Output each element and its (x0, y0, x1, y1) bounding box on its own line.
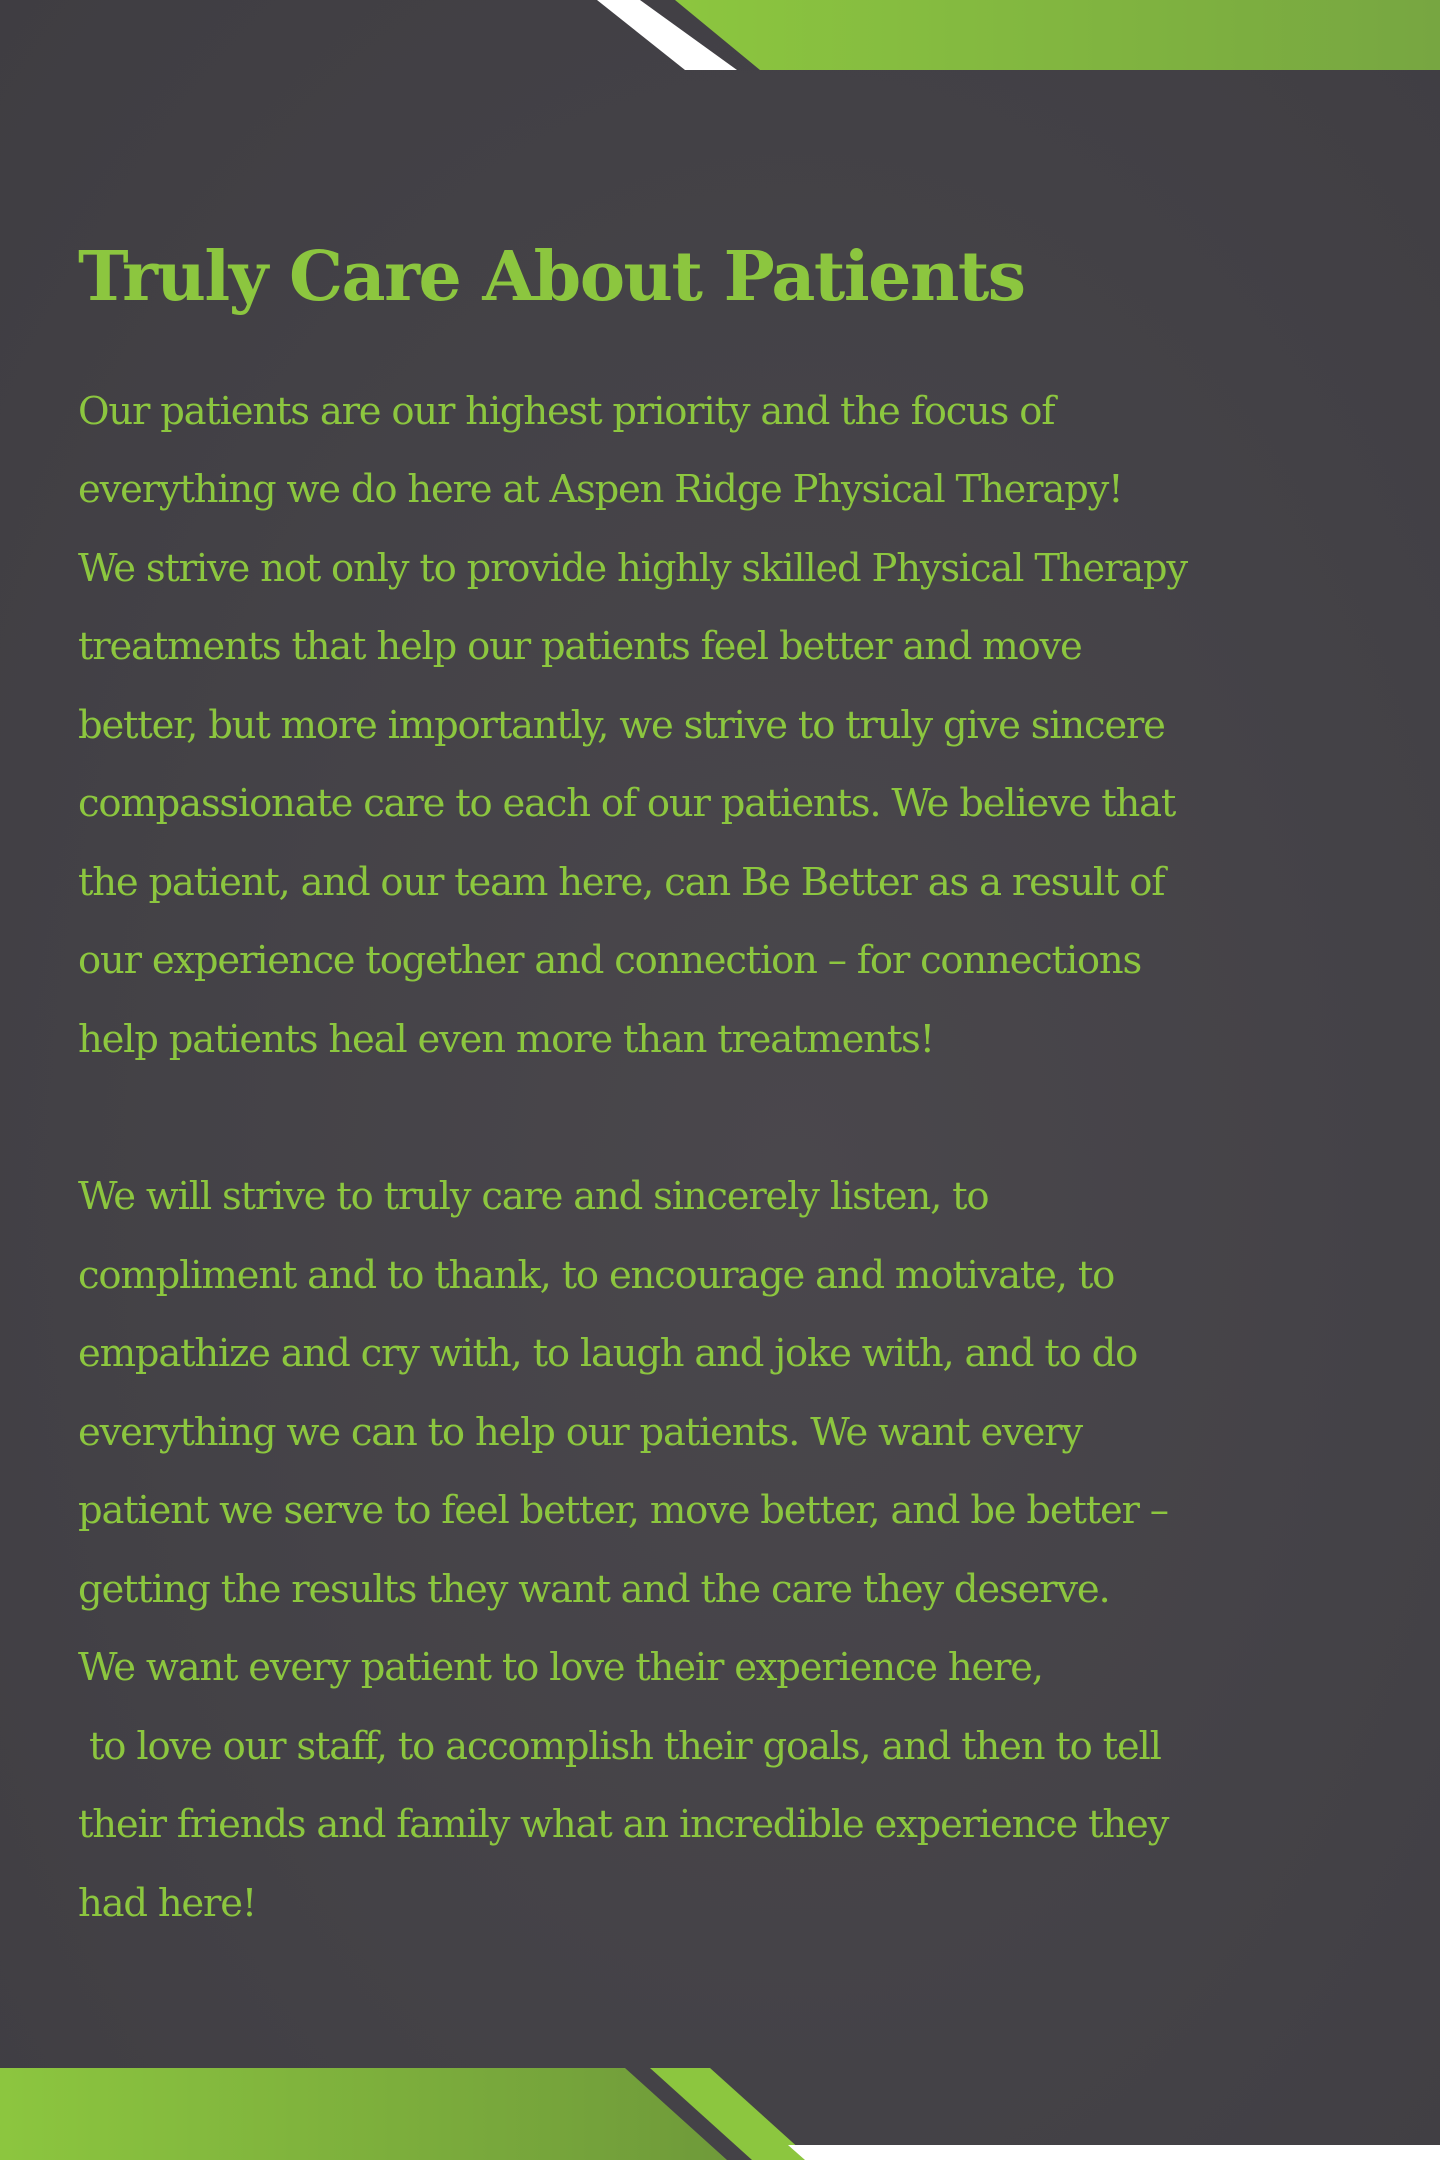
paragraph-line: their friends and family what an incredible experience they (78, 1802, 1169, 1848)
paragraph-line: everything we do here at Aspen Ridge Physical Therapy! (78, 467, 1123, 513)
paragraph-line: We will strive to truly care and sincerely listen, to (78, 1174, 989, 1220)
paragraph-line: We want every patient to love their experience here, (78, 1645, 1043, 1691)
page-title: Truly Care About Patients (78, 237, 1025, 317)
paragraph-line: everything we can to help our patients. We want every (78, 1409, 1082, 1455)
paragraph-line: Our patients are our highest priority and the focus of (78, 388, 1055, 434)
paragraph-line: the patient, and our team here, can Be Better as a result of (78, 859, 1165, 905)
intro-paragraph (78, 373, 1378, 1080)
paragraph-line: our experience together and connection – for connections (78, 938, 1142, 984)
paragraph-line: to love our staff, to accomplish their goals, and then to tell (78, 1723, 1161, 1769)
main-content (78, 237, 1378, 1943)
paragraph-line: treatments that help our patients feel better and move (78, 624, 1082, 670)
commitment-paragraph (78, 1158, 1378, 1943)
top-green-band (675, 0, 1440, 70)
paragraph-line: help patients heal even more than treatments! (78, 1016, 934, 1062)
paragraph-line: better, but more importantly, we strive to truly give sincere (78, 702, 1165, 748)
paragraph-line: compassionate care to each of our patients. We believe that (78, 781, 1176, 827)
paragraph-line: compliment and to thank, to encourage and motivate, to (78, 1252, 1115, 1298)
paragraph-line: had here! (78, 1880, 257, 1926)
bottom-green-band (0, 2068, 727, 2160)
paragraph-line: empathize and cry with, to laugh and joke with, and to do (78, 1331, 1138, 1377)
paragraph-line: patient we serve to feel better, move better, and be better – (78, 1488, 1168, 1534)
bottom-white-stripe (788, 2145, 1440, 2160)
paragraph-line: getting the results they want and the care they deserve. (78, 1566, 1110, 1612)
paragraph-line: We strive not only to provide highly skilled Physical Therapy (78, 545, 1187, 591)
